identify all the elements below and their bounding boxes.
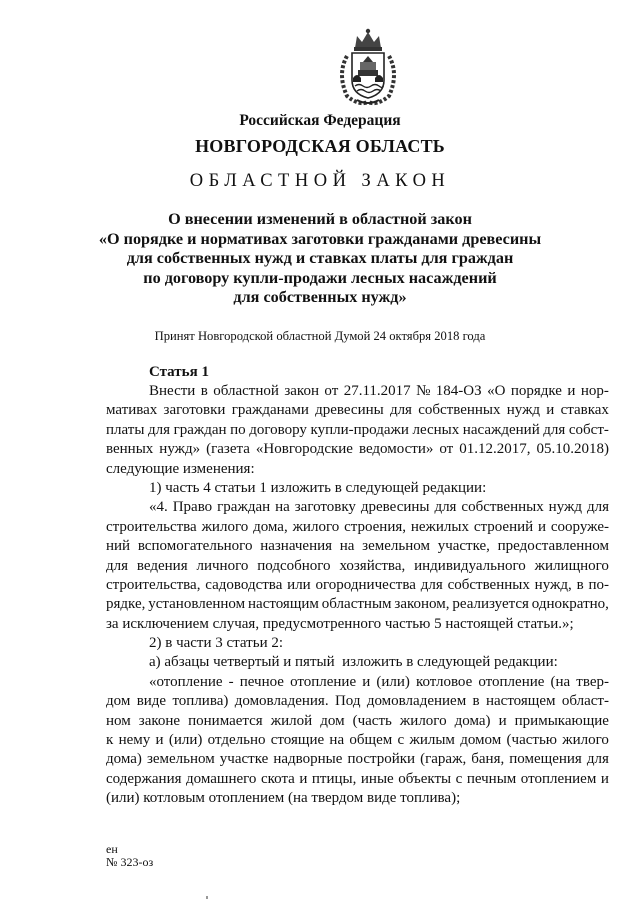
body-line: мативах заготовки гражданами древесины для собственных нужд и ставках: [106, 402, 609, 419]
federation-heading: Российская Федерация: [239, 112, 401, 129]
body-line: «4. Право граждан на заготовку древесины для собственных нужд для: [149, 499, 609, 516]
body-line: строительства, садоводства или огородничества для собственных нужд, в по-: [106, 576, 609, 593]
body-line: (или) котловым отоплением (на твердом виде топлива);: [106, 790, 461, 807]
law-title-line: О внесении изменений в областной закон: [168, 210, 472, 228]
body-line: дом виде топлива) домовладения. Под домовладением в настоящем област-: [106, 693, 609, 710]
body-line: следующие изменения:: [106, 460, 255, 477]
body-line: ном законе понимается жилой дом (часть жилого дома) и примыкающие: [106, 712, 609, 729]
coat-of-arms-emblem: [333, 26, 403, 106]
body-line: 2) в части 3 статьи 2:: [149, 635, 284, 652]
document-footer: [106, 843, 153, 869]
body-line: «отопление - печное отопление и (или) котловое отопление (на твер-: [149, 673, 609, 690]
body-line: рядке, установленном настоящим областным законом, реализуется однократно,: [106, 596, 609, 613]
body-line: а) абзацы четвертый и пятый изложить в следующей редакции:: [149, 654, 558, 671]
body-line: для ведения личного подсобного хозяйства, индивидуального жилищного: [106, 557, 609, 574]
law-type-heading: ОБЛАСТНОЙ ЗАКОН: [189, 171, 451, 191]
law-title-line: для собственных нужд»: [233, 288, 407, 307]
body-line: Внести в областной закон от 27.11.2017 № 184-ОЗ «О порядке и нор-: [149, 383, 609, 399]
law-title: [60, 210, 580, 308]
body-line: венных нужд» (газета «Новгородские ведомости» от 01.12.2017, 05.10.2018): [106, 441, 609, 458]
body-line: за исключением случая, предусмотренного частью 5 настоящей статьи.»;: [106, 615, 574, 632]
body-line: к нему и (или) отдельно стоящие на общем с жилым домом (частью жилого: [106, 732, 609, 749]
body-line: ний вспомогательного назначения на земельном участке, предоставленном: [106, 538, 609, 555]
body-line: содержания домашнего скота и птицы, иные объекты с печным отоплением и: [106, 770, 609, 787]
body-line: строительства жилого дома, жилого строения, нежилых строений и сооруже-: [106, 518, 609, 535]
body-line: дома) земельном участке надворные постройки (гараж, баня, помещения для: [106, 751, 609, 768]
law-registration-number: № 323-оз: [106, 855, 154, 869]
body-line: платы для граждан по договору купли-продажи лесных насаждений для собст-: [106, 421, 609, 438]
law-title-line: «О порядке и нормативах заготовки гражданами древесины: [98, 229, 542, 248]
law-title-line: для собственных нужд и ставках платы для граждан: [126, 249, 514, 268]
adoption-note: Принят Новгородской областной Думой 24 октября 2018 года: [154, 329, 486, 343]
page-mark: [206, 896, 208, 899]
law-title-line: по договору купли-продажи лесных насаждений: [143, 268, 497, 287]
law-body-text: [106, 382, 609, 809]
article-heading: Статья 1: [149, 364, 209, 380]
body-line: 1) часть 4 статьи 1 изложить в следующей редакции:: [149, 479, 487, 496]
author-initials: ен: [106, 842, 118, 856]
region-heading: НОВГОРОДСКАЯ ОБЛАСТЬ: [195, 136, 445, 156]
